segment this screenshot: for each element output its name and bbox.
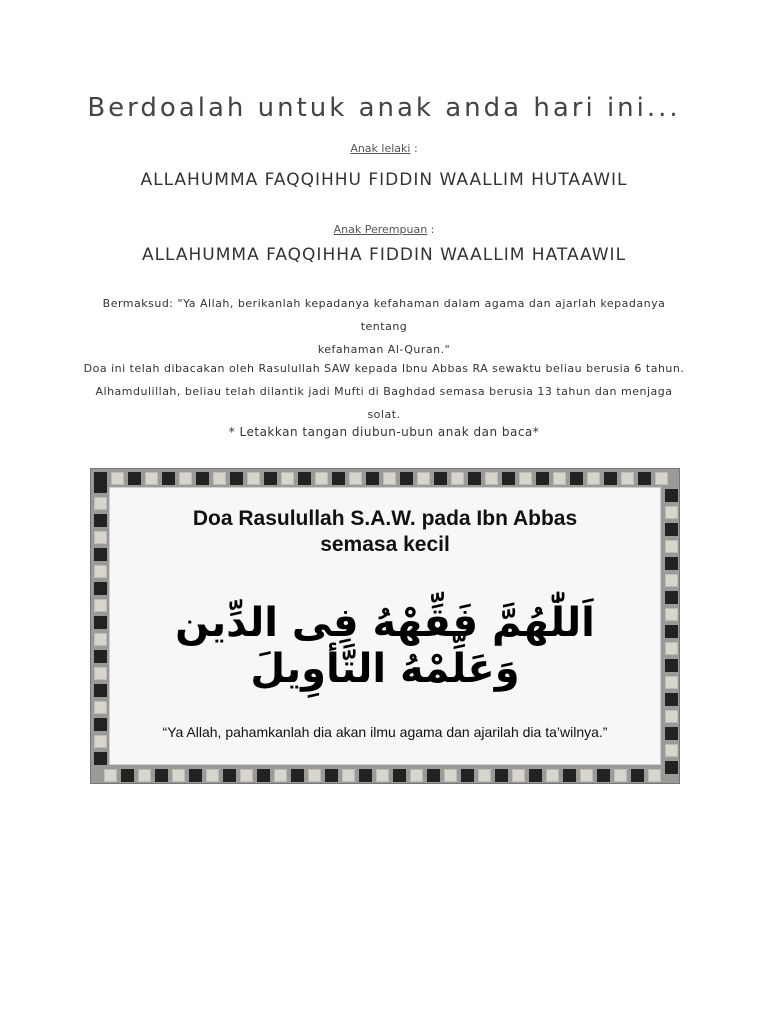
doa-image (90, 468, 680, 784)
border-tile (111, 472, 124, 485)
border-tile (563, 769, 576, 782)
border-tile (104, 769, 117, 782)
arabic-prayer: اَللّٰهُمَّ فَقِّهْهُ فِى الدِّين وَعَلِّمْهُ التَّأوِيلَ (175, 600, 595, 692)
border-tile (638, 472, 651, 485)
border-tile (665, 727, 678, 740)
border-tile (614, 769, 627, 782)
border-tile (536, 472, 549, 485)
border-tile (417, 472, 430, 485)
border-tile (281, 472, 294, 485)
history-paragraph (80, 357, 688, 426)
border-tile (393, 769, 406, 782)
border-tile (257, 769, 270, 782)
border-tile (325, 769, 338, 782)
border-tile (665, 625, 678, 638)
border-tile (570, 472, 583, 485)
boy-label-colon: : (410, 142, 418, 155)
border-tile (94, 667, 107, 680)
border-tile (94, 633, 107, 646)
border-tile (94, 531, 107, 544)
border-tile (597, 769, 610, 782)
instruction-note: * Letakkan tangan diubun-ubun anak dan baca* (228, 425, 540, 439)
border-tile (223, 769, 236, 782)
border-tile (376, 769, 389, 782)
border-tile (94, 752, 107, 765)
border-tile (264, 472, 277, 485)
border-tile (580, 769, 593, 782)
border-tile (410, 769, 423, 782)
border-tile (206, 769, 219, 782)
border-tile (529, 769, 542, 782)
border-tile (94, 548, 107, 561)
border-tile (94, 718, 107, 731)
border-tile (621, 472, 634, 485)
border-tile (315, 472, 328, 485)
border-tile (461, 769, 474, 782)
border-tile (512, 769, 525, 782)
border-tile (145, 472, 158, 485)
border-tile (308, 769, 321, 782)
border-tile (665, 676, 678, 689)
border-tile (665, 642, 678, 655)
border-tile (128, 472, 141, 485)
border-tile (648, 769, 661, 782)
meaning-line-1: Bermaksud: "Ya Allah, berikanlah kepadanya kefahaman dalam agama dan ajarlah kepadanya tentang (102, 297, 666, 333)
border-tile (665, 693, 678, 706)
border-tile (546, 769, 559, 782)
girl-label-row (0, 223, 768, 236)
border-tile (631, 769, 644, 782)
border-tile (553, 472, 566, 485)
border-tile (94, 735, 107, 748)
border-tile (94, 480, 107, 493)
border-tile (94, 684, 107, 697)
border-tile (665, 710, 678, 723)
border-tile (665, 608, 678, 621)
border-tile (94, 565, 107, 578)
border-tile (230, 472, 243, 485)
doa-image-title-line-2: semasa kecil (320, 533, 450, 556)
border-tile (604, 472, 617, 485)
history-line-2: Alhamdulillah, beliau telah dilantik jadi Mufti di Baghdad semasa berusia 13 tahun dan menjaga solat. (95, 385, 673, 421)
border-tile (94, 616, 107, 629)
doa-image-title-line-1: Doa Rasulullah S.A.W. pada Ibn Abbas (192, 507, 578, 530)
girl-prayer: ALLAHUMMA FAQQIHHA FIDDIN WAALLIM HATAAWIL (141, 245, 627, 265)
border-tile (665, 523, 678, 536)
border-tile (332, 472, 345, 485)
border-tile (478, 769, 491, 782)
border-tile (665, 574, 678, 587)
border-tile (94, 497, 107, 510)
border-tile (665, 540, 678, 553)
border-tile (519, 472, 532, 485)
boy-prayer: ALLAHUMMA FAQQIHHU FIDDIN WAALLIM HUTAAWIL (140, 170, 628, 190)
border-tile (155, 769, 168, 782)
border-tile (400, 472, 413, 485)
border-tile (366, 472, 379, 485)
border-tile (665, 761, 678, 774)
girl-label: Anak Perempuan (333, 223, 428, 236)
border-tile (240, 769, 253, 782)
border-tile (298, 472, 311, 485)
page-title: Berdoalah untuk anak anda hari ini... (87, 93, 681, 123)
border-tile (665, 591, 678, 604)
border-tile (434, 472, 447, 485)
meaning-line-2: kefahaman Al-Quran." (317, 343, 451, 356)
boy-label: Anak lelaki (350, 142, 411, 155)
border-tile (502, 472, 515, 485)
border-tile (196, 472, 209, 485)
border-tile (138, 769, 151, 782)
border-tile (665, 557, 678, 570)
border-tile (359, 769, 372, 782)
border-tile (213, 472, 226, 485)
border-tile (121, 769, 134, 782)
border-tile (665, 659, 678, 672)
border-tile (383, 472, 396, 485)
meaning-paragraph (80, 292, 688, 361)
border-tile (94, 701, 107, 714)
border-tile (247, 472, 260, 485)
border-tile (444, 769, 457, 782)
boy-label-row (0, 142, 768, 155)
border-tile (495, 769, 508, 782)
border-tile (587, 472, 600, 485)
border-tile (349, 472, 362, 485)
border-tile (665, 506, 678, 519)
border-tile (94, 582, 107, 595)
border-tile (162, 472, 175, 485)
border-tile (665, 744, 678, 757)
border-tile (94, 650, 107, 663)
border-tile (189, 769, 202, 782)
border-tile (485, 472, 498, 485)
border-tile (451, 472, 464, 485)
prayer-translation: “Ya Allah, pahamkanlah dia akan ilmu agama dan ajarilah dia ta’wilnya.” (162, 724, 608, 740)
border-tile (665, 489, 678, 502)
border-tile (94, 599, 107, 612)
border-tile (468, 472, 481, 485)
border-tile (172, 769, 185, 782)
border-tile (94, 514, 107, 527)
doa-image-title (110, 506, 660, 558)
border-tile (179, 472, 192, 485)
border-tile (291, 769, 304, 782)
border-tile (427, 769, 440, 782)
border-tile (274, 769, 287, 782)
girl-label-colon: : (427, 223, 435, 236)
history-line-1: Doa ini telah dibacakan oleh Rasulullah SAW kepada Ibnu Abbas RA sewaktu beliau berusia 6 tahun. (83, 362, 685, 375)
doa-image-content (109, 487, 661, 765)
border-tile (655, 472, 668, 485)
border-tile (342, 769, 355, 782)
